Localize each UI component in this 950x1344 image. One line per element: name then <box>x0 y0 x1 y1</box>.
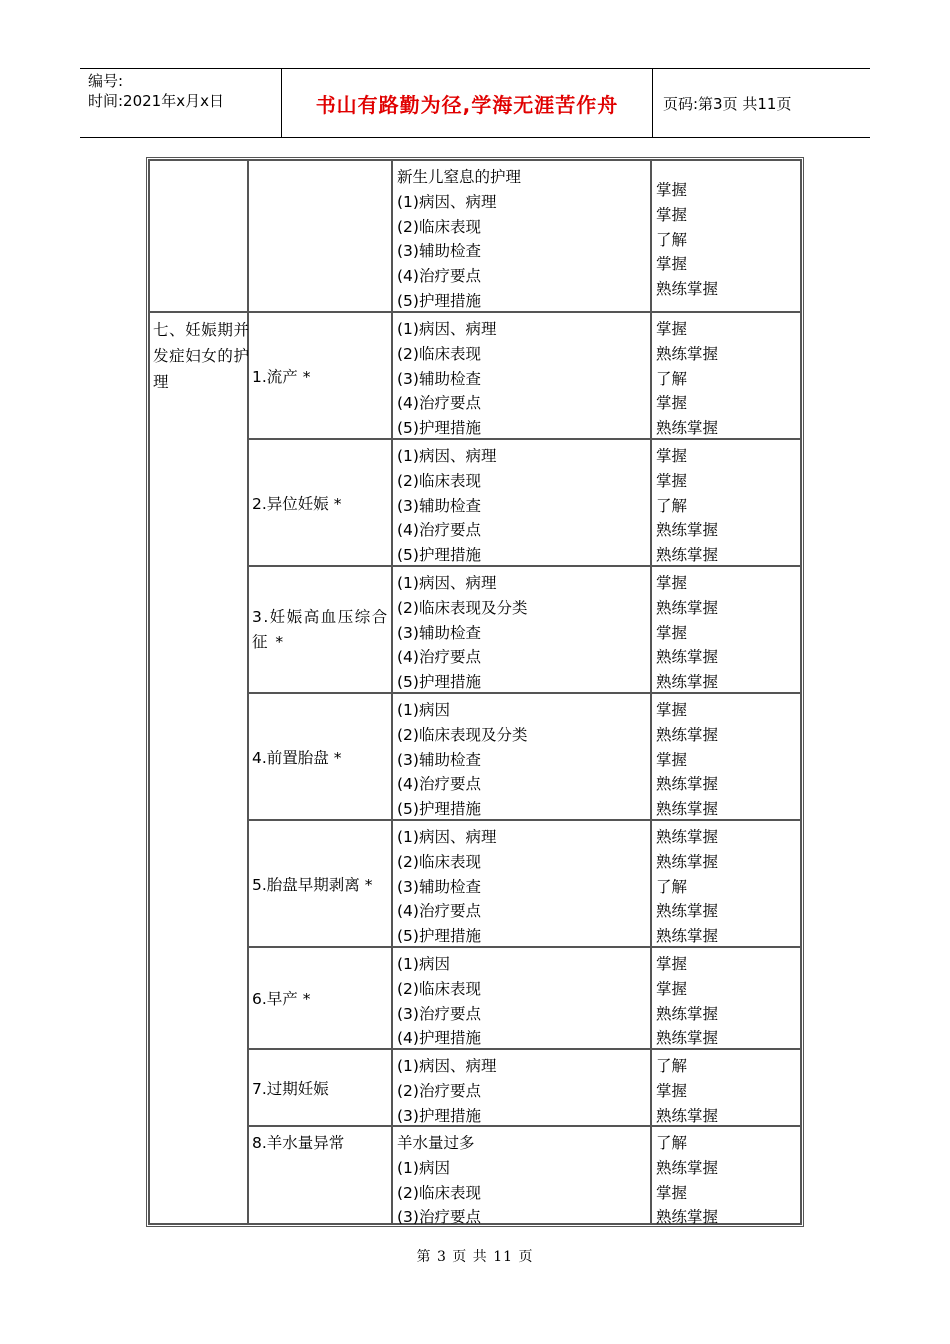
topic-levels <box>656 571 718 695</box>
section-title: 七、妊娠期并发症妇女的护理 <box>153 321 249 391</box>
requirement-level: 熟练掌握 <box>656 852 719 871</box>
topic-item: (1)病因、病理 <box>397 574 497 592</box>
topic-item: (3)辅助检查 <box>397 496 481 515</box>
topic-item: (1)病因、病理 <box>397 1057 497 1075</box>
topic-item: (5)护理措施 <box>397 546 481 565</box>
topic-name: 7.过期妊娠 <box>252 1079 329 1098</box>
topic-item: (4)治疗要点 <box>397 775 481 794</box>
topic-levels <box>656 444 718 568</box>
requirement-level: 掌握 <box>656 574 688 592</box>
topic-item: (4)护理措施 <box>397 1029 481 1048</box>
topic-name: 3.妊娠高血压综合征 * <box>252 607 389 651</box>
topic-item: (5)护理措施 <box>397 927 481 946</box>
topic-items-cell <box>392 1126 651 1227</box>
topic-item: (5)护理措施 <box>397 419 481 438</box>
requirement-level: 了解 <box>656 1134 688 1152</box>
topic-items <box>397 1054 496 1128</box>
header-page-cell <box>653 69 870 137</box>
section-cell-empty <box>149 160 248 312</box>
document-header <box>80 68 870 138</box>
topic-item: (2)临床表现及分类 <box>397 598 528 617</box>
topic-name-cell <box>248 947 392 1049</box>
requirement-level: 熟练掌握 <box>656 1208 719 1227</box>
topic-levels <box>656 952 718 1051</box>
top-row-item: (3)辅助检查 <box>397 242 481 261</box>
topic-item: (2)临床表现 <box>397 471 481 490</box>
topic-items <box>397 825 496 949</box>
topic-items <box>397 1131 481 1230</box>
topic-name: 5.胎盘早期剥离 * <box>252 875 373 894</box>
top-row-level: 了解 <box>656 230 688 249</box>
topic-levels <box>656 1054 718 1128</box>
topic-items <box>397 571 527 695</box>
top-row-levels <box>656 178 718 302</box>
topic-name-cell <box>248 693 392 820</box>
topic-item: 羊水量过多 <box>397 1134 475 1152</box>
requirement-level: 熟练掌握 <box>656 1029 719 1048</box>
requirement-level: 了解 <box>656 496 688 515</box>
topic-items <box>397 317 496 441</box>
topic-item: (4)治疗要点 <box>397 648 481 667</box>
requirement-level: 熟练掌握 <box>656 1106 719 1125</box>
requirement-level: 熟练掌握 <box>656 344 719 363</box>
topic-item: (2)临床表现 <box>397 344 481 363</box>
header-motto-cell <box>282 69 653 137</box>
requirement-level: 熟练掌握 <box>656 828 719 846</box>
topic-cell-empty <box>248 160 392 312</box>
top-row-levels-cell <box>651 160 801 312</box>
requirement-level: 掌握 <box>656 750 688 769</box>
topic-levels <box>656 825 718 949</box>
requirement-level: 掌握 <box>656 447 688 465</box>
topic-levels <box>656 317 718 441</box>
topic-item: (2)临床表现 <box>397 1183 481 1202</box>
topic-levels-cell <box>651 566 801 693</box>
requirement-level: 熟练掌握 <box>656 598 719 617</box>
topic-item: (5)护理措施 <box>397 800 481 819</box>
requirement-level: 掌握 <box>656 979 688 998</box>
requirement-level: 了解 <box>656 877 688 896</box>
topic-levels-cell <box>651 312 801 439</box>
topic-levels-cell <box>651 693 801 820</box>
topic-item: (1)病因、病理 <box>397 320 497 338</box>
requirement-level: 熟练掌握 <box>656 521 719 540</box>
topic-items-cell <box>392 947 651 1049</box>
top-row-level: 掌握 <box>656 255 688 274</box>
topic-items-cell <box>392 566 651 693</box>
topic-item: (3)辅助检查 <box>397 369 481 388</box>
header-meta <box>80 69 282 137</box>
topic-item: (1)病因 <box>397 1158 450 1177</box>
topic-item: (3)治疗要点 <box>397 1208 481 1227</box>
topic-items-cell <box>392 312 651 439</box>
requirement-level: 熟练掌握 <box>656 1004 719 1023</box>
requirement-level: 掌握 <box>656 471 688 490</box>
topic-name-cell <box>248 566 392 693</box>
topic-levels <box>656 698 718 822</box>
topic-item: (4)治疗要点 <box>397 902 481 921</box>
header-motto: 书山有路勤为径,学海无涯苦作舟 <box>315 92 619 117</box>
requirement-level: 熟练掌握 <box>656 546 719 565</box>
page-footer: 第 3 页 共 11 页 <box>416 1249 534 1265</box>
requirement-level: 熟练掌握 <box>656 648 719 667</box>
topic-item: (3)辅助检查 <box>397 877 481 896</box>
topic-items-cell <box>392 1049 651 1126</box>
topic-name-cell <box>248 1049 392 1126</box>
requirement-level: 掌握 <box>656 701 688 719</box>
topic-item: (1)病因、病理 <box>397 447 497 465</box>
requirement-level: 熟练掌握 <box>656 927 719 946</box>
topic-name: 1.流产 * <box>252 367 311 386</box>
top-row-item: (2)临床表现 <box>397 217 481 236</box>
top-row-level: 掌握 <box>656 205 688 224</box>
requirement-level: 掌握 <box>656 623 688 642</box>
document-time-label: 时间:2021年x月x日 <box>88 92 224 110</box>
topic-levels-cell <box>651 820 801 947</box>
top-row-items <box>397 165 521 314</box>
requirement-level: 了解 <box>656 369 688 388</box>
topic-name: 8.羊水量异常 <box>252 1134 345 1152</box>
requirement-level: 熟练掌握 <box>656 419 719 438</box>
topic-items <box>397 698 527 822</box>
topic-item: (1)病因 <box>397 955 450 973</box>
topic-levels-cell <box>651 439 801 566</box>
topic-levels-cell <box>651 1049 801 1126</box>
topic-levels-cell <box>651 947 801 1049</box>
requirement-level: 掌握 <box>656 1081 688 1100</box>
requirement-level: 掌握 <box>656 1183 688 1202</box>
topic-name-cell <box>248 312 392 439</box>
topic-item: (3)治疗要点 <box>397 1004 481 1023</box>
topic-name: 4.前置胎盘 * <box>252 748 342 767</box>
requirement-level: 熟练掌握 <box>656 800 719 819</box>
topic-items <box>397 444 496 568</box>
topic-item: (2)临床表现 <box>397 852 481 871</box>
requirement-level: 熟练掌握 <box>656 725 719 744</box>
requirement-level: 掌握 <box>656 394 688 413</box>
top-row-level: 熟练掌握 <box>656 280 719 299</box>
topic-item: (5)护理措施 <box>397 673 481 692</box>
top-row-item: (1)病因、病理 <box>397 192 497 211</box>
topic-items-cell <box>392 439 651 566</box>
requirement-level: 了解 <box>656 1057 688 1075</box>
top-row-item: 新生儿窒息的护理 <box>397 168 522 186</box>
topic-items-cell <box>392 693 651 820</box>
section-cell <box>149 312 248 1224</box>
topic-item: (4)治疗要点 <box>397 394 481 413</box>
requirement-level: 熟练掌握 <box>656 775 719 794</box>
topic-levels <box>656 1131 718 1230</box>
topic-item: (3)护理措施 <box>397 1106 481 1125</box>
topic-item: (2)临床表现 <box>397 979 481 998</box>
topic-item: (1)病因 <box>397 701 450 719</box>
header-page-label: 页码:第3页 共11页 <box>663 94 792 113</box>
topic-name-cell <box>248 439 392 566</box>
topic-items <box>397 952 481 1051</box>
requirement-level: 掌握 <box>656 955 688 973</box>
requirement-level: 熟练掌握 <box>656 902 719 921</box>
topic-name: 2.异位妊娠 * <box>252 494 342 513</box>
topic-name-cell <box>248 820 392 947</box>
topic-name: 6.早产 * <box>252 990 311 1008</box>
syllabus-table <box>146 157 804 1227</box>
requirement-level: 熟练掌握 <box>656 1158 719 1177</box>
topic-item: (3)辅助检查 <box>397 750 481 769</box>
topic-items-cell <box>392 820 651 947</box>
document-number-label: 编号: <box>88 72 124 90</box>
top-row-items-cell <box>392 160 651 312</box>
requirement-level: 掌握 <box>656 320 688 338</box>
topic-name-cell <box>248 1126 392 1224</box>
topic-levels-cell <box>651 1126 801 1227</box>
top-row-item: (4)治疗要点 <box>397 267 481 286</box>
top-row-item: (5)护理措施 <box>397 291 481 310</box>
topic-item: (4)治疗要点 <box>397 521 481 540</box>
requirement-level: 熟练掌握 <box>656 673 719 692</box>
topic-item: (3)辅助检查 <box>397 623 481 642</box>
topic-item: (2)临床表现及分类 <box>397 725 528 744</box>
topic-item: (2)治疗要点 <box>397 1081 481 1100</box>
topic-item: (1)病因、病理 <box>397 828 497 846</box>
top-row-level: 掌握 <box>656 181 688 199</box>
